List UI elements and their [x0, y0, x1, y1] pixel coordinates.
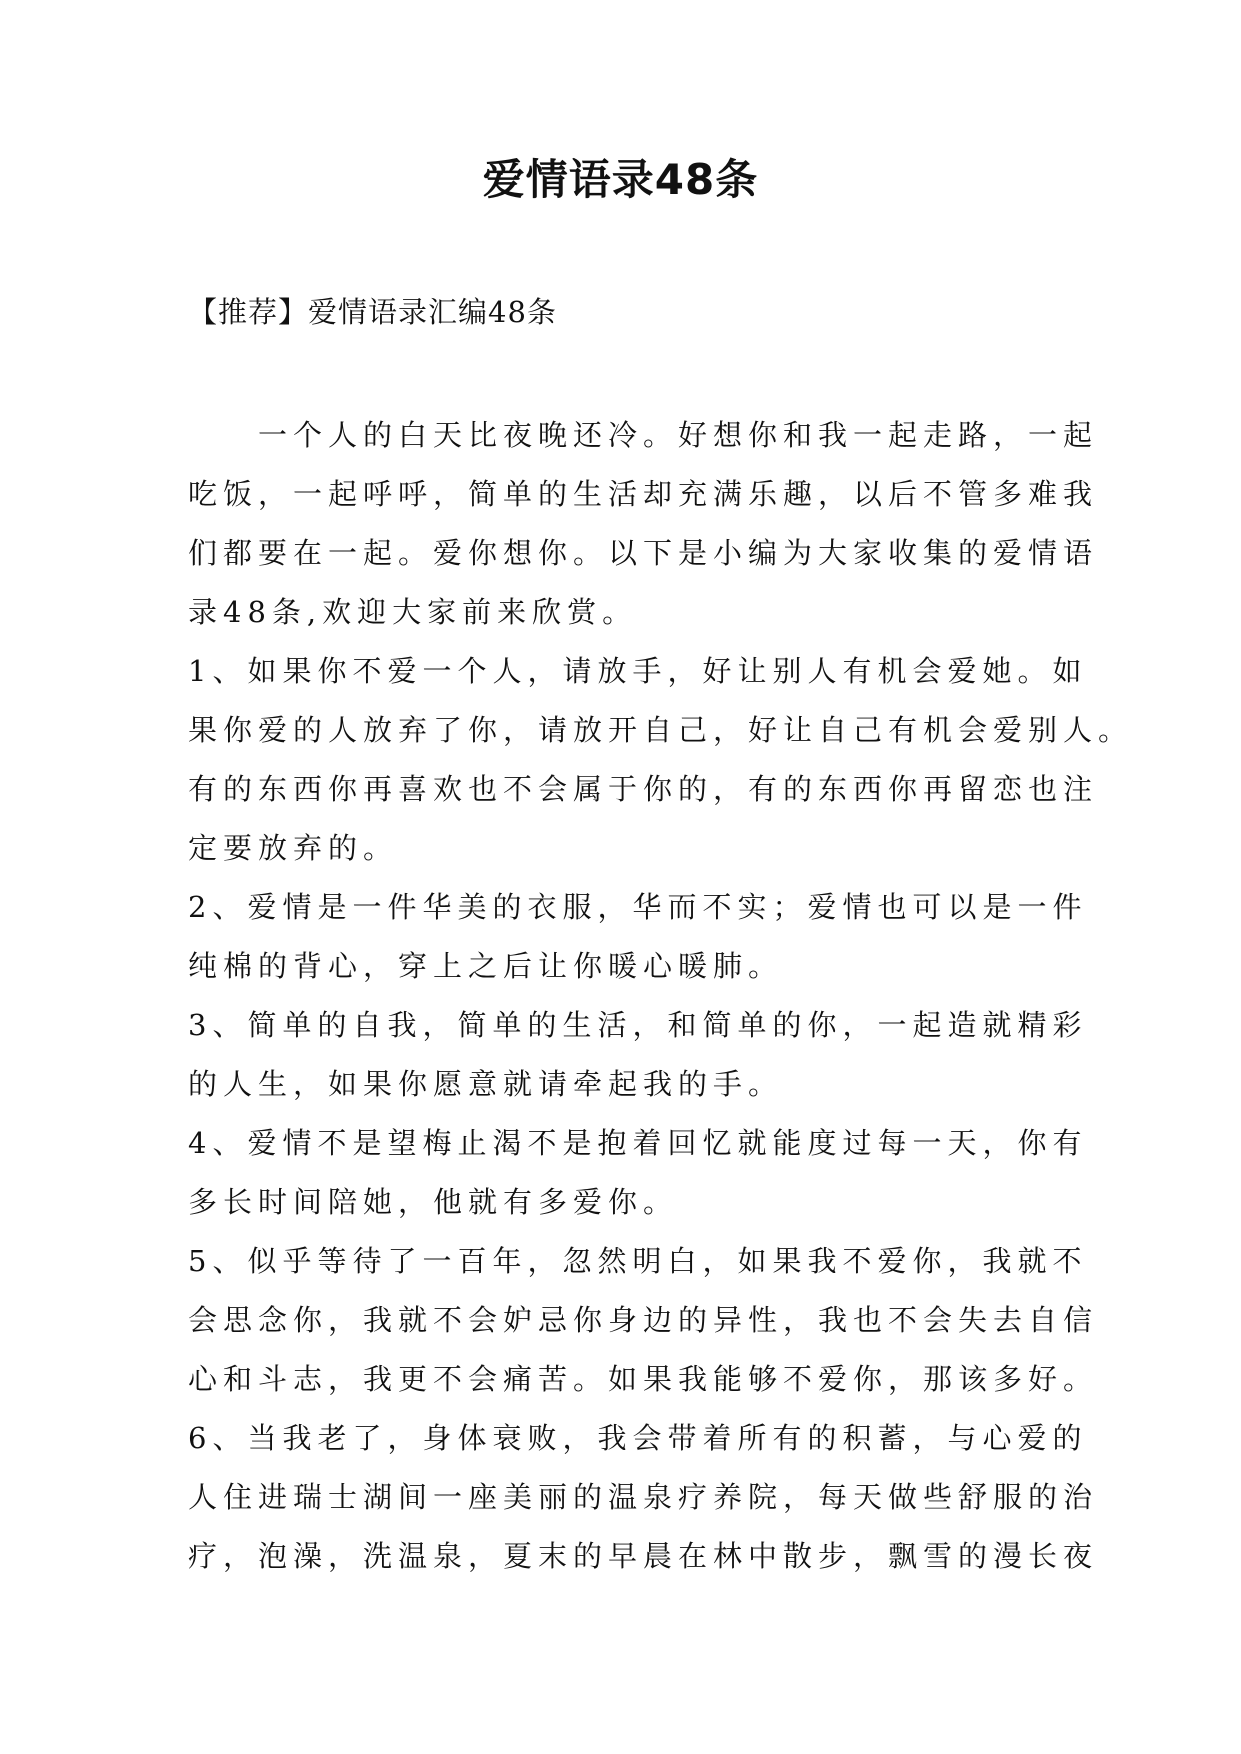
body-line: 吃饭，一起呼呼，简单的生活却充满乐趣，以后不管多难我	[188, 477, 1099, 511]
body-line: 们都要在一起。爱你想你。以下是小编为大家收集的爱情语	[188, 536, 1099, 570]
body-line: 5、似乎等待了一百年，忽然明白，如果我不爱你，我就不	[188, 1244, 1088, 1278]
body-line: 录48条,欢迎大家前来欣赏。	[188, 595, 638, 629]
body-line: 的人生，如果你愿意就请牵起我的手。	[188, 1067, 784, 1101]
body-line: 果你爱的人放弃了你，请放开自己，好让自己有机会爱别人。	[188, 713, 1134, 747]
body-line: 定要放弃的。	[188, 831, 399, 865]
document-title: 爱情语录48条	[482, 155, 759, 204]
body-line: 会思念你，我就不会妒忌你身边的异性，我也不会失去自信	[188, 1303, 1099, 1337]
body-line: 3、简单的自我，简单的生活，和简单的你，一起造就精彩	[188, 1008, 1088, 1042]
body-line: 疗，泡澡，洗温泉，夏末的早晨在林中散步，飘雪的漫长夜	[188, 1539, 1099, 1573]
body-line: 6、当我老了，身体衰败，我会带着所有的积蓄，与心爱的	[188, 1421, 1088, 1455]
body-line: 有的东西你再喜欢也不会属于你的，有的东西你再留恋也注	[188, 772, 1099, 806]
body-line: 多长时间陪她，他就有多爱你。	[188, 1185, 679, 1219]
body-line: 一个人的白天比夜晚还冷。好想你和我一起走路，一起	[188, 418, 1099, 452]
body-line: 人住进瑞士湖间一座美丽的温泉疗养院，每天做些舒服的治	[188, 1480, 1099, 1514]
body-line: 4、爱情不是望梅止渴不是抱着回忆就能度过每一天，你有	[188, 1126, 1088, 1160]
body-line: 1、如果你不爱一个人，请放手，好让别人有机会爱她。如	[188, 654, 1088, 688]
body-line: 心和斗志，我更不会痛苦。如果我能够不爱你，那该多好。	[188, 1362, 1099, 1396]
document-subtitle: 【推荐】爱情语录汇编48条	[188, 295, 557, 329]
body-line: 纯棉的背心，穿上之后让你暖心暖肺。	[188, 949, 784, 983]
body-line: 2、爱情是一件华美的衣服，华而不实；爱情也可以是一件	[188, 890, 1088, 924]
document-body	[188, 406, 1134, 1586]
